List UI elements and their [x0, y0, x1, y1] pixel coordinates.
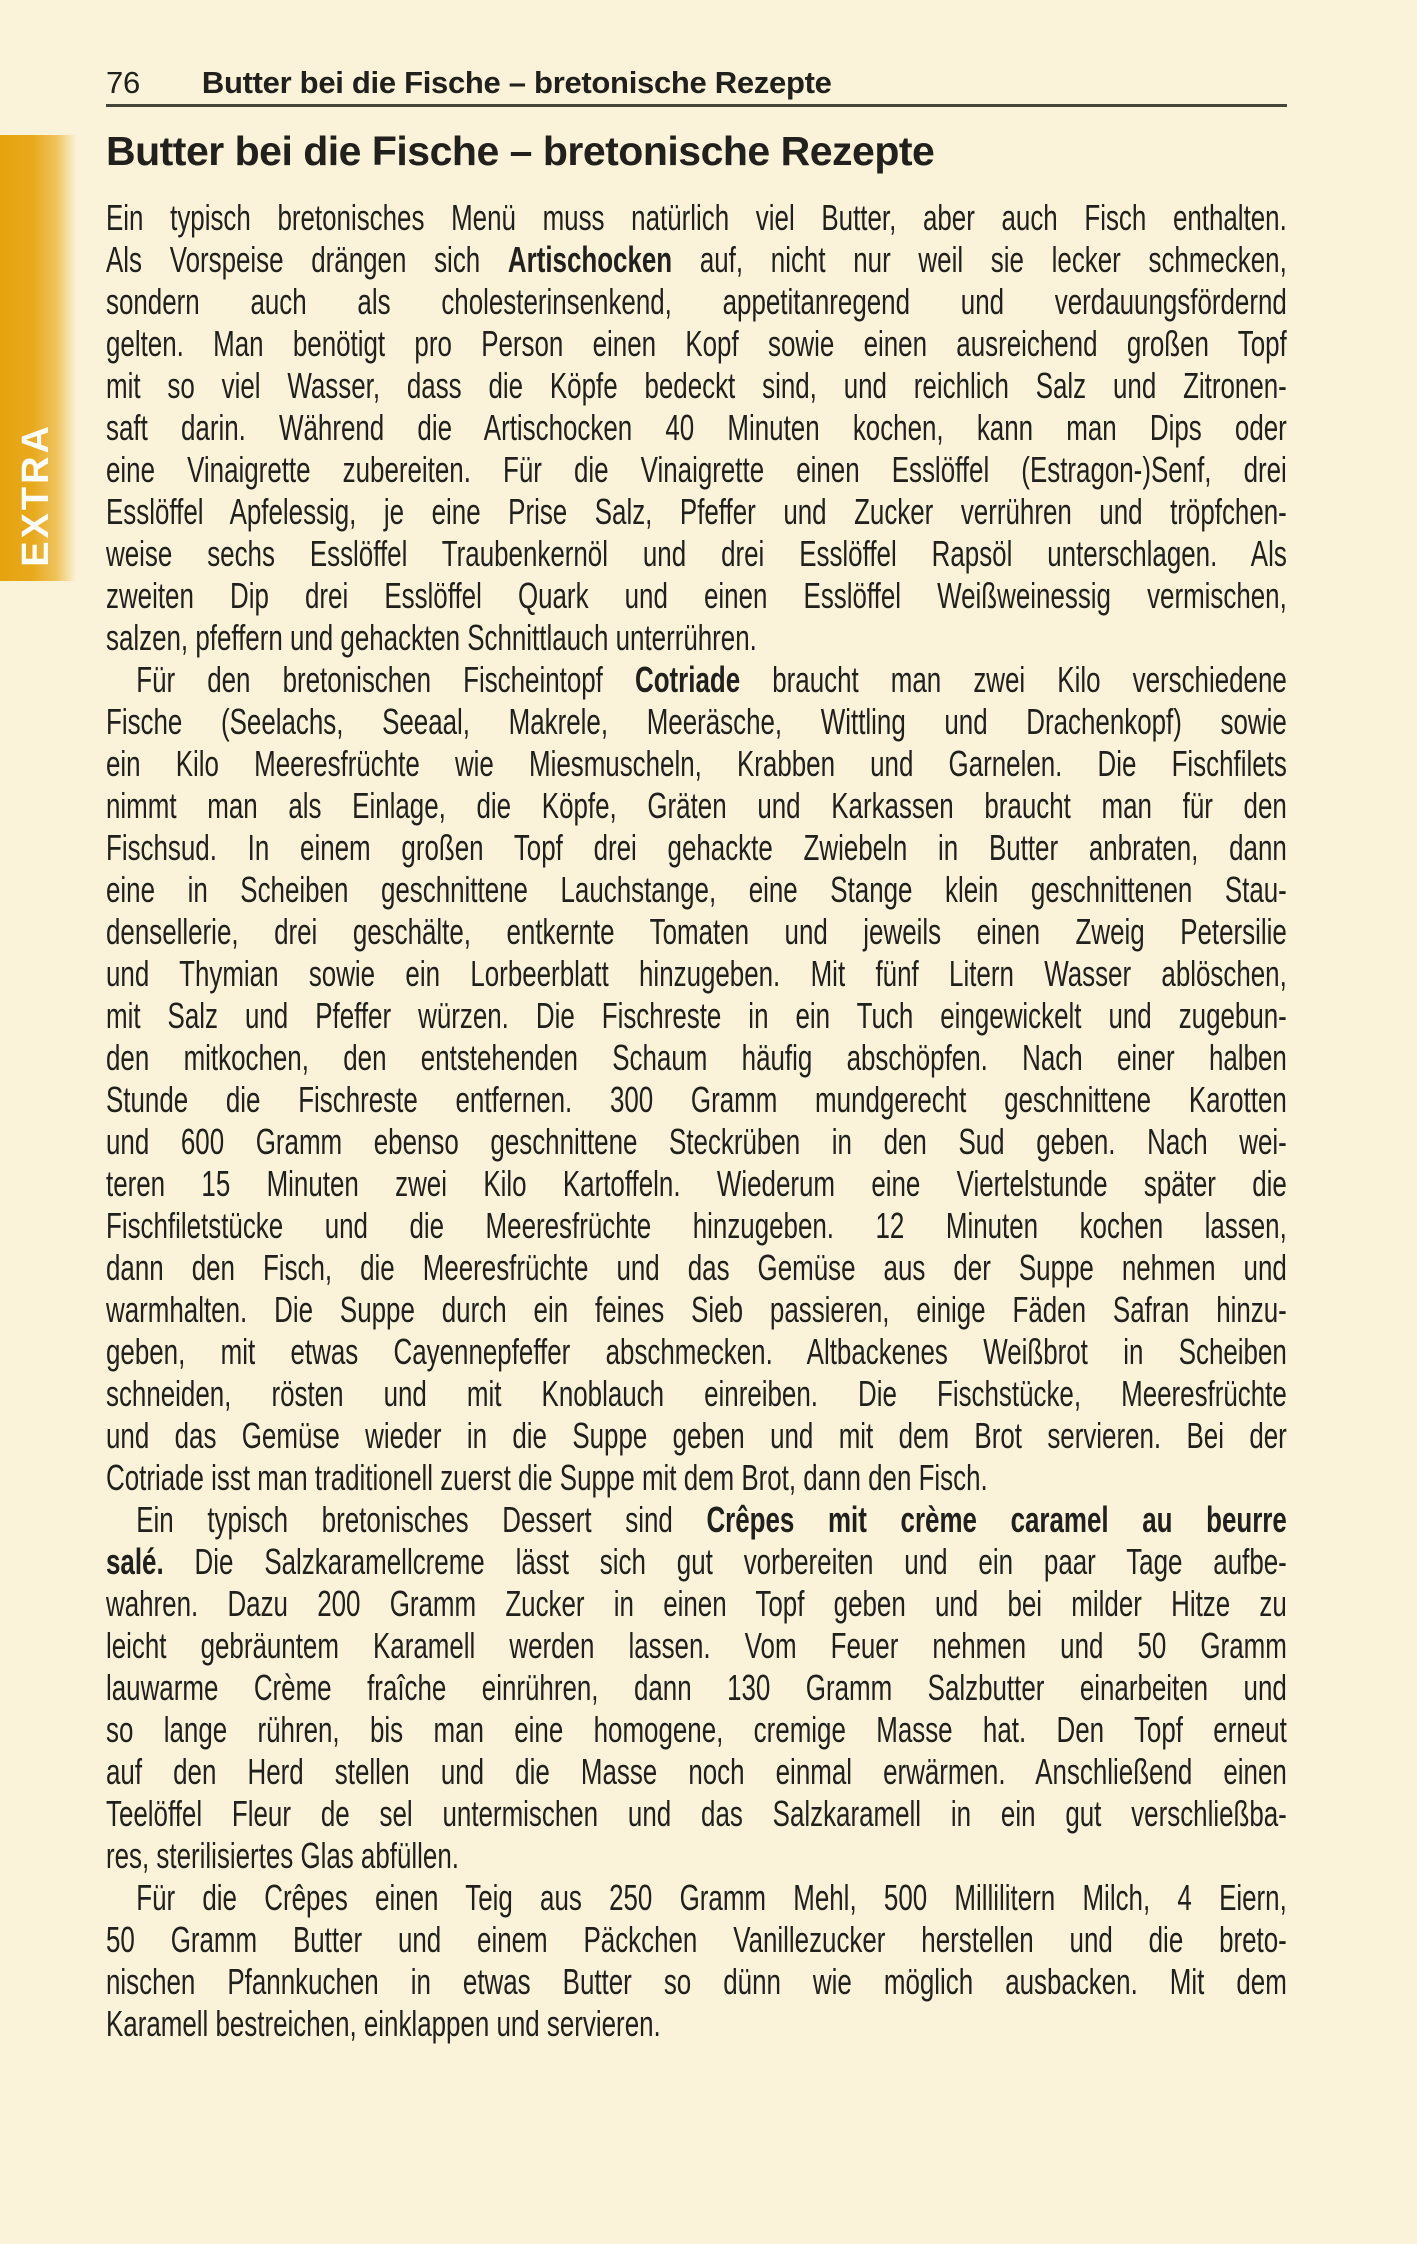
page-title: Butter bei die Fische – bretonische Rezepte	[106, 128, 935, 174]
text-run: Esslöffel Apfelessig, je eine Prise Salz, Pfeffer und Zucker verrühren und tröpfchen-	[106, 491, 1287, 532]
text-line	[106, 1667, 1287, 1709]
text-run: ein Kilo Meeresfrüchte wie Miesmuscheln, Krabben und Garnelen. Die Fischfilets	[106, 743, 1287, 784]
text-run: Fischsud. In einem großen Topf drei gehackte Zwiebeln in Butter anbraten, dann	[106, 827, 1287, 868]
text-line	[106, 1331, 1287, 1373]
text-run: eine in Scheiben geschnittene Lauchstange, eine Stange klein geschnittenen Stau-	[106, 869, 1287, 910]
text-run: warmhalten. Die Suppe durch ein feines Sieb passieren, einige Fäden Safran hinzu-	[106, 1289, 1287, 1330]
text-run: mit so viel Wasser, dass die Köpfe bedeckt sind, und reichlich Salz und Zitronen-	[106, 365, 1287, 406]
text-run: Fischfiletstücke und die Meeresfrüchte hinzugeben. 12 Minuten kochen lassen,	[106, 1205, 1287, 1246]
page-number: 76	[106, 65, 140, 100]
text-line	[106, 1625, 1287, 1667]
text-line	[106, 785, 1287, 827]
text-line	[106, 533, 1287, 575]
text-run: und Thymian sowie ein Lorbeerblatt hinzugeben. Mit fünf Litern Wasser ablöschen,	[106, 953, 1287, 994]
text-line	[106, 491, 1287, 533]
text-line	[106, 1541, 1287, 1583]
text-run: wahren. Dazu 200 Gramm Zucker in einen Topf geben und bei milder Hitze zu	[106, 1583, 1287, 1624]
text-line	[106, 1247, 1287, 1289]
text-run: Karamell bestreichen, einklappen und servieren.	[106, 2003, 661, 2044]
text-line	[106, 1415, 1287, 1457]
text-run: schneiden, rösten und mit Knoblauch einreiben. Die Fischstücke, Meeresfrüchte	[106, 1373, 1287, 1414]
text-run: res, sterilisiertes Glas abfüllen.	[106, 1835, 459, 1876]
text-line	[106, 1121, 1287, 1163]
paragraph	[106, 197, 1287, 659]
text-run: lauwarme Crème fraîche einrühren, dann 130 Gramm Salzbutter einarbeiten und	[106, 1667, 1287, 1708]
text-run: braucht man zwei Kilo verschiedene	[740, 659, 1287, 700]
text-line	[106, 1751, 1287, 1793]
text-run: gelten. Man benötigt pro Person einen Kopf sowie einen ausreichend großen Topf	[106, 323, 1287, 364]
bold-term: salé.	[106, 1541, 164, 1582]
text-line	[106, 659, 1287, 701]
paragraph	[106, 659, 1287, 1499]
text-line	[106, 323, 1287, 365]
text-run: mit Salz und Pfeffer würzen. Die Fischreste in ein Tuch eingewickelt und zugebun-	[106, 995, 1287, 1036]
text-line	[106, 365, 1287, 407]
text-line	[106, 701, 1287, 743]
text-run: und 600 Gramm ebenso geschnittene Steckrüben in den Sud geben. Nach wei-	[106, 1121, 1287, 1162]
text-line	[106, 617, 1287, 659]
text-run: sondern auch als cholesterinsenkend, appetitanregend und verdauungsfördernd	[106, 281, 1287, 322]
text-run: salzen, pfeffern und gehackten Schnittlauch unterrühren.	[106, 617, 757, 658]
text-line	[106, 1079, 1287, 1121]
text-line	[106, 1289, 1287, 1331]
text-line	[106, 1877, 1287, 1919]
text-run: weise sechs Esslöffel Traubenkernöl und drei Esslöffel Rapsöl unterschlagen. Als	[106, 533, 1287, 574]
text-line	[106, 1457, 1287, 1499]
text-line	[106, 1205, 1287, 1247]
text-run: auf, nicht nur weil sie lecker schmecken,	[672, 239, 1287, 280]
text-line	[106, 2003, 1287, 2045]
text-line	[106, 281, 1287, 323]
bold-term: Artischocken	[507, 239, 673, 280]
text-run: Stunde die Fischreste entfernen. 300 Gramm mundgerecht geschnittene Karotten	[106, 1079, 1287, 1120]
text-run: geben, mit etwas Cayennepfeffer abschmecken. Altbackenes Weißbrot in Scheiben	[106, 1331, 1287, 1372]
text-line	[106, 743, 1287, 785]
text-run: Ein typisch bretonisches Dessert sind	[136, 1499, 707, 1540]
text-run: Für die Crêpes einen Teig aus 250 Gramm Mehl, 500 Millilitern Milch, 4 Eiern,	[136, 1877, 1287, 1918]
text-run: Fische (Seelachs, Seeaal, Makrele, Meeräsche, Wittling und Drachenkopf) sowie	[106, 701, 1287, 742]
extra-margin-tab	[0, 135, 78, 581]
text-line	[106, 407, 1287, 449]
text-run: 50 Gramm Butter und einem Päckchen Vanillezucker herstellen und die breto-	[106, 1919, 1287, 1960]
text-line	[106, 995, 1287, 1037]
text-run: und das Gemüse wieder in die Suppe geben und mit dem Brot servieren. Bei der	[106, 1415, 1287, 1456]
running-header-title: Butter bei die Fische – bretonische Rezepte	[201, 65, 832, 100]
text-line	[106, 1583, 1287, 1625]
extra-tab-label: EXTRA	[15, 423, 57, 567]
text-run: Als Vorspeise drängen sich	[106, 239, 508, 280]
text-run: eine Vinaigrette zubereiten. Für die Vinaigrette einen Esslöffel (Estragon-)Senf, drei	[106, 449, 1287, 490]
text-run: nischen Pfannkuchen in etwas Butter so dünn wie möglich ausbacken. Mit dem	[106, 1961, 1287, 2002]
text-line	[106, 1163, 1287, 1205]
text-line	[106, 239, 1287, 281]
text-line	[106, 1835, 1287, 1877]
text-line	[106, 1919, 1287, 1961]
text-run: Teelöffel Fleur de sel untermischen und das Salzkaramell in ein gut verschließba-	[106, 1793, 1287, 1834]
paragraph	[106, 1499, 1287, 1877]
text-run: nimmt man als Einlage, die Köpfe, Gräten und Karkassen braucht man für den	[106, 785, 1287, 826]
text-line	[106, 1373, 1287, 1415]
text-line	[106, 1961, 1287, 2003]
text-line	[106, 575, 1287, 617]
text-run: Ein typisch bretonisches Menü muss natürlich viel Butter, aber auch Fisch enthalten.	[106, 197, 1287, 238]
bold-term: Cotriade	[634, 659, 741, 700]
text-line	[106, 1793, 1287, 1835]
running-header	[106, 66, 1287, 107]
text-run: Die Salzkaramellcreme lässt sich gut vorbereiten und ein paar Tage aufbe-	[163, 1541, 1287, 1582]
text-line	[106, 827, 1287, 869]
text-line	[106, 1037, 1287, 1079]
text-line	[106, 911, 1287, 953]
text-run: densellerie, drei geschälte, entkernte Tomaten und jeweils einen Zweig Petersilie	[106, 911, 1287, 952]
text-line	[106, 1499, 1287, 1541]
text-run: Cotriade isst man traditionell zuerst die Suppe mit dem Brot, dann den Fisch.	[106, 1457, 988, 1498]
text-line	[106, 1709, 1287, 1751]
text-line	[106, 449, 1287, 491]
text-line	[106, 953, 1287, 995]
text-run: saft darin. Während die Artischocken 40 Minuten kochen, kann man Dips oder	[106, 407, 1287, 448]
text-line	[106, 197, 1287, 239]
text-run: teren 15 Minuten zwei Kilo Kartoffeln. Wiederum eine Viertelstunde später die	[106, 1163, 1287, 1204]
text-run: so lange rühren, bis man eine homogene, cremige Masse hat. Den Topf erneut	[106, 1709, 1287, 1750]
bold-term: Crêpes mit crème caramel au beurre	[706, 1499, 1287, 1540]
article-body	[106, 197, 1287, 2045]
text-run: zweiten Dip drei Esslöffel Quark und einen Esslöffel Weißweinessig vermischen,	[106, 575, 1287, 616]
text-run: leicht gebräuntem Karamell werden lassen. Vom Feuer nehmen und 50 Gramm	[106, 1625, 1287, 1666]
text-line	[106, 869, 1287, 911]
text-run: Für den bretonischen Fischeintopf	[136, 659, 635, 700]
text-run: den mitkochen, den entstehenden Schaum häufig abschöpfen. Nach einer halben	[106, 1037, 1287, 1078]
paragraph	[106, 1877, 1287, 2045]
text-run: dann den Fisch, die Meeresfrüchte und das Gemüse aus der Suppe nehmen und	[106, 1247, 1287, 1288]
text-run: auf den Herd stellen und die Masse noch einmal erwärmen. Anschließend einen	[106, 1751, 1287, 1792]
